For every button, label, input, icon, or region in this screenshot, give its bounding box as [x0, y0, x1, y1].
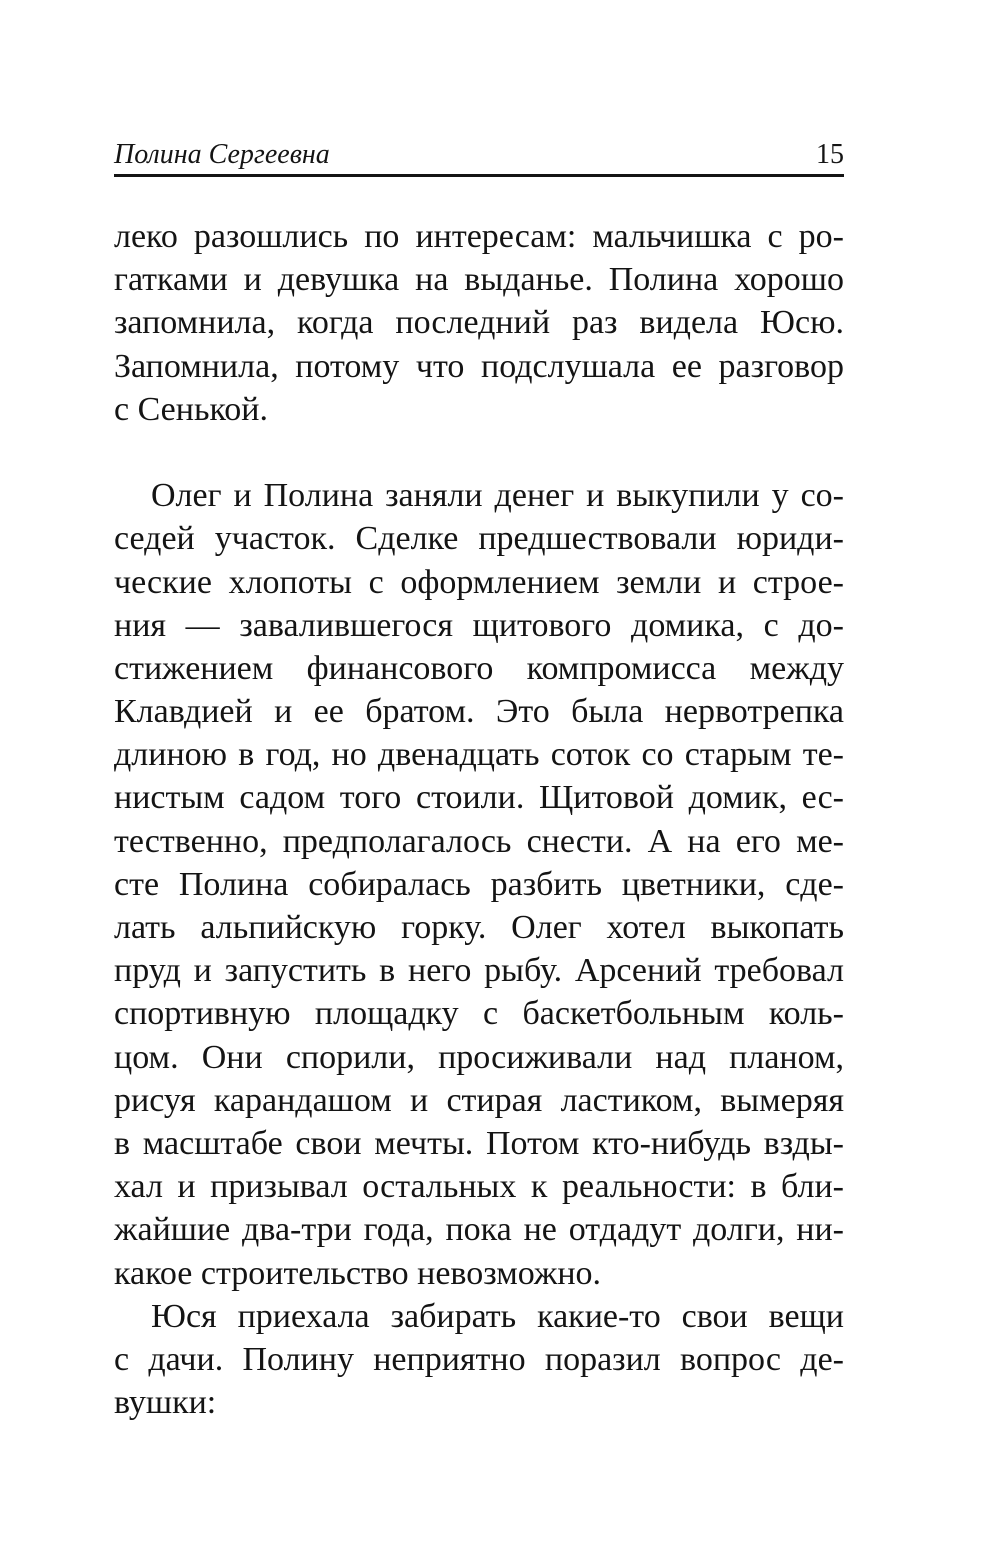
text-line: какое строительство невозможно. [114, 1254, 602, 1292]
text-line: Клавдией и ее братом. Это была нервотрепка [114, 693, 844, 731]
text-line: цом. Они спорили, просиживали над планом, [114, 1038, 844, 1076]
text-line: седей участок. Сделке предшествовали юриди- [114, 520, 844, 558]
text-line: длиною в год, но двенадцать соток со старым те- [114, 736, 844, 774]
text-line: Запомнила, потому что подслушала ее разговор [114, 347, 844, 385]
text-line: рисуя карандашом и стирая ластиком, вымеряя [114, 1081, 844, 1119]
text-line: с дачи. Полину неприятно поразил вопрос де- [114, 1340, 844, 1378]
text-line: ческие хлопоты с оформлением земли и строе- [114, 563, 844, 601]
running-header-title: Полина Сергеевна [114, 139, 330, 170]
text-line: хал и призывал остальных к реальности: в бли- [114, 1168, 844, 1206]
text-line: спортивную площадку с баскетбольным коль- [114, 995, 844, 1033]
text-line: Олег и Полина заняли денег и выкупили у со- [151, 477, 844, 515]
text-line: ния — завалившегося щитового домика, с до- [114, 606, 844, 644]
text-line: с Сенькой. [114, 390, 268, 428]
text-line: жайшие два-три года, пока не отдадут долги, ни- [114, 1211, 844, 1249]
text-line: пруд и запустить в него рыбу. Арсений требовал [114, 952, 844, 990]
text-line: тественно, предполагалось снести. А на его ме- [114, 822, 844, 860]
text-line: сте Полина собиралась разбить цветники, сде- [114, 865, 844, 903]
section-break [114, 431, 844, 474]
paragraph-2 [114, 474, 844, 1295]
text-line: нистым садом того стоили. Щитовой домик, ес- [114, 779, 844, 817]
text-line: в масштабе свои мечты. Потом кто-нибудь взды- [114, 1124, 844, 1162]
page-number: 15 [816, 139, 844, 170]
text-line: вушки: [114, 1384, 217, 1422]
page-body [114, 215, 844, 1424]
running-header [114, 136, 844, 176]
text-line: гатками и девушка на выданье. Полина хорошо [114, 261, 844, 299]
text-line: стижением финансового компромисса между [114, 649, 844, 687]
text-line: леко разошлись по интересам: мальчишка с ро- [114, 218, 844, 255]
header-divider [114, 174, 844, 177]
paragraph-1 [114, 215, 844, 431]
paragraph-3 [114, 1295, 844, 1425]
text-line: Юся приехала забирать какие-то свои вещи [151, 1297, 844, 1335]
text-line: запомнила, когда последний раз видела Юсю. [114, 304, 844, 342]
text-line: лать альпийскую горку. Олег хотел выкопать [114, 909, 844, 946]
